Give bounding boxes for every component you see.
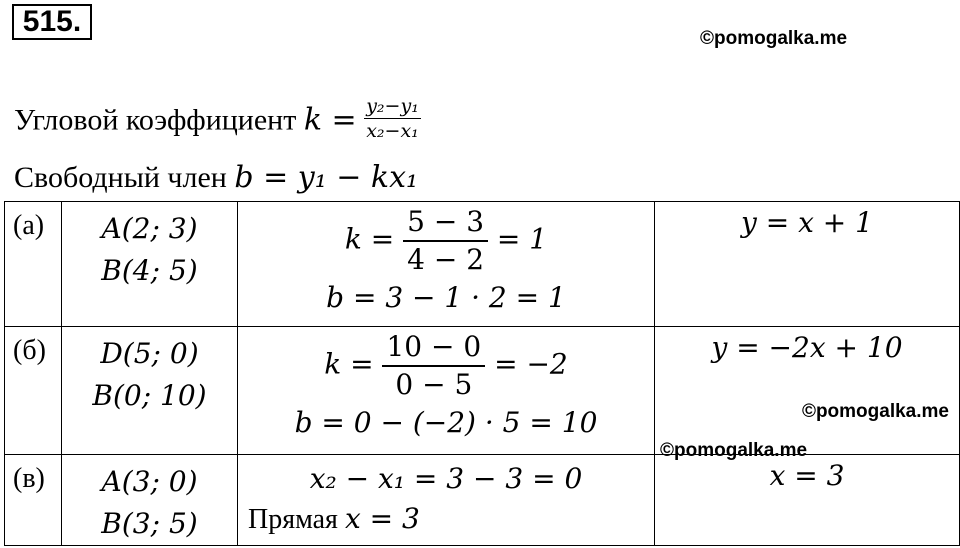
watermark-middle: ©pomogalka.me (801, 401, 949, 422)
k-fraction (403, 204, 488, 278)
point-1: A(2; 3) (101, 212, 198, 245)
slope-label: Угловой коэффициент (14, 103, 297, 137)
points-cell (62, 455, 238, 546)
intercept-definition (14, 160, 418, 195)
row-label-cell (5, 455, 62, 546)
table-row-c (5, 455, 960, 546)
x-difference: x₂ − x₁ = 3 − 3 = 0 (309, 462, 583, 495)
points (62, 327, 237, 417)
row-label-cell (5, 202, 62, 327)
answer-cell (655, 327, 960, 455)
points-cell (62, 327, 238, 455)
calc-cell (238, 455, 655, 546)
intercept-formula: b = y₁ − kx₁ (234, 160, 419, 195)
answer: y = x + 1 (741, 206, 873, 239)
solution-table (4, 201, 960, 546)
row-label: (а) (13, 210, 45, 241)
k-denominator: 0 − 5 (395, 368, 473, 401)
table-row-a (5, 202, 960, 327)
b-calculation: b = 0 − (−2) · 5 = 10 (294, 406, 598, 439)
point-1: A(3; 0) (101, 465, 198, 498)
answer: x = 3 (769, 459, 845, 492)
calculation (238, 202, 654, 318)
calc-cell (238, 202, 655, 327)
slope-lhs: k = (303, 102, 357, 138)
calculation (238, 455, 654, 540)
point-2: B(0; 10) (92, 379, 207, 412)
points (62, 202, 237, 292)
table-row-b (5, 327, 960, 455)
watermark-top: ©pomogalka.me (700, 28, 848, 49)
line-equation: x = 3 (344, 502, 420, 535)
point-2: B(4; 5) (101, 254, 198, 287)
calc-cell (238, 327, 655, 455)
row-label-cell (5, 327, 62, 455)
slope-definition (14, 95, 421, 147)
k-denominator: 4 − 2 (407, 243, 485, 276)
points (62, 455, 237, 545)
slope-numerator: y₂−y₁ (366, 95, 419, 117)
answer-cell (655, 202, 960, 327)
watermark-bottom: ©pomogalka.me (660, 440, 808, 461)
b-calculation: b = 3 − 1 · 2 = 1 (326, 281, 566, 314)
points-cell (62, 202, 238, 327)
k-fraction (382, 329, 485, 403)
k-result: = 1 (496, 222, 548, 256)
intercept-label: Свободный член (14, 161, 227, 194)
row-label: (б) (13, 335, 46, 366)
answer-cell (655, 455, 960, 546)
answer: y = −2x + 10 (711, 331, 903, 364)
slope-fraction (364, 94, 421, 143)
k-lhs: k = (344, 222, 395, 256)
k-numerator: 5 − 3 (403, 204, 488, 242)
k-numerator: 10 − 0 (382, 329, 485, 367)
slope-denominator: x₂−x₁ (366, 120, 419, 142)
line-label: Прямая (248, 504, 338, 535)
row-label: (в) (13, 463, 45, 494)
point-1: D(5; 0) (100, 337, 199, 370)
point-2: B(3; 5) (101, 507, 198, 540)
calculation (238, 327, 654, 443)
problem-number: 515. (12, 4, 92, 40)
k-lhs: k = (324, 347, 374, 381)
k-result: = −2 (494, 347, 568, 381)
